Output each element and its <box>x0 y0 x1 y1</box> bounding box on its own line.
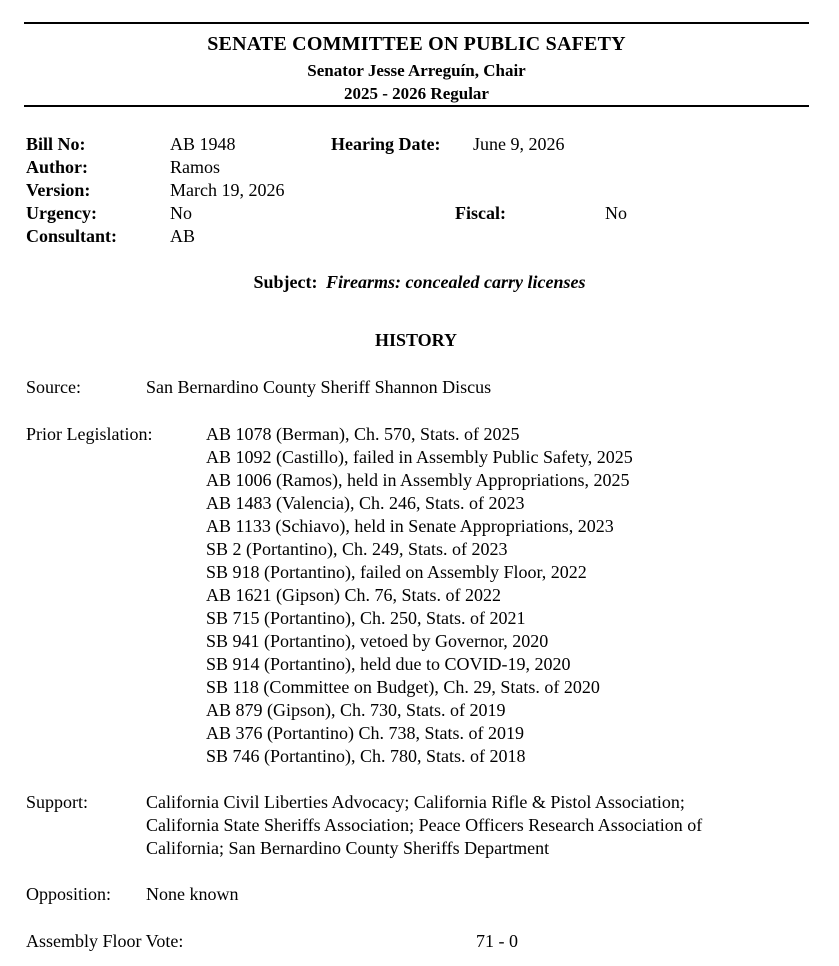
committee-title: SENATE COMMITTEE ON PUBLIC SAFETY <box>207 33 626 55</box>
list-item: SB 941 (Portantino), vetoed by Governor, 2020 <box>206 631 549 651</box>
support-line: California; San Bernardino County Sheriffs Department <box>146 838 550 858</box>
support-label: Support: <box>26 792 89 812</box>
floor-vote-value: 71 - 0 <box>476 931 518 951</box>
floor-vote-label: Assembly Floor Vote: <box>26 931 184 951</box>
list-item: SB 746 (Portantino), Ch. 780, Stats. of 2018 <box>206 746 526 766</box>
consultant-value: AB <box>170 226 196 246</box>
author-label: Author: <box>26 157 88 177</box>
list-item: SB 2 (Portantino), Ch. 249, Stats. of 2023 <box>206 539 508 559</box>
history-heading: HISTORY <box>374 330 458 350</box>
list-item: AB 1133 (Schiavo), held in Senate Appropriations, 2023 <box>206 516 614 536</box>
bill-no-label: Bill No: <box>26 134 86 154</box>
source-value: San Bernardino County Sheriff Shannon Discus <box>146 377 492 397</box>
bill-no-value: AB 1948 <box>170 134 236 154</box>
hearing-date-label: Hearing Date: <box>331 134 441 154</box>
hearing-date-value: June 9, 2026 <box>473 134 565 154</box>
subject-value: Firearms: concealed carry licenses <box>326 272 586 292</box>
fiscal-value: No <box>605 203 627 223</box>
fiscal-label: Fiscal: <box>455 203 506 223</box>
list-item: SB 914 (Portantino), held due to COVID-19, 2020 <box>206 654 571 674</box>
list-item: SB 715 (Portantino), Ch. 250, Stats. of 2021 <box>206 608 526 628</box>
version-label: Version: <box>26 180 91 200</box>
source-label: Source: <box>26 377 81 397</box>
list-item: SB 918 (Portantino), failed on Assembly Floor, 2022 <box>206 562 587 582</box>
support-line: California Civil Liberties Advocacy; California Rifle & Pistol Association; <box>146 792 685 812</box>
opposition-value: None known <box>146 884 239 904</box>
session-line: 2025 - 2026 Regular <box>344 84 489 103</box>
subject-line <box>0 272 839 293</box>
consultant-label: Consultant: <box>26 226 118 246</box>
list-item: AB 879 (Gipson), Ch. 730, Stats. of 2019 <box>206 700 506 720</box>
list-item: SB 118 (Committee on Budget), Ch. 29, Stats. of 2020 <box>206 677 600 697</box>
list-item: AB 376 (Portantino) Ch. 738, Stats. of 2019 <box>206 723 524 743</box>
prior-legislation-label: Prior Legislation: <box>26 424 153 444</box>
list-item: AB 1078 (Berman), Ch. 570, Stats. of 2025 <box>206 424 520 444</box>
list-item: AB 1092 (Castillo), failed in Assembly Public Safety, 2025 <box>206 447 633 467</box>
subject-label: Subject: <box>253 272 318 292</box>
list-item: AB 1006 (Ramos), held in Assembly Appropriations, 2025 <box>206 470 630 490</box>
top-rule <box>24 22 809 24</box>
list-item: AB 1621 (Gipson) Ch. 76, Stats. of 2022 <box>206 585 502 605</box>
support-line: California State Sheriffs Association; Peace Officers Research Association of <box>146 815 703 835</box>
urgency-value: No <box>170 203 192 223</box>
list-item: AB 1483 (Valencia), Ch. 246, Stats. of 2023 <box>206 493 525 513</box>
author-value: Ramos <box>170 157 221 177</box>
urgency-label: Urgency: <box>26 203 97 223</box>
opposition-label: Opposition: <box>26 884 112 904</box>
version-value: March 19, 2026 <box>170 180 285 200</box>
header-bottom-rule <box>24 105 809 107</box>
chair-line: Senator Jesse Arreguín, Chair <box>307 61 526 80</box>
